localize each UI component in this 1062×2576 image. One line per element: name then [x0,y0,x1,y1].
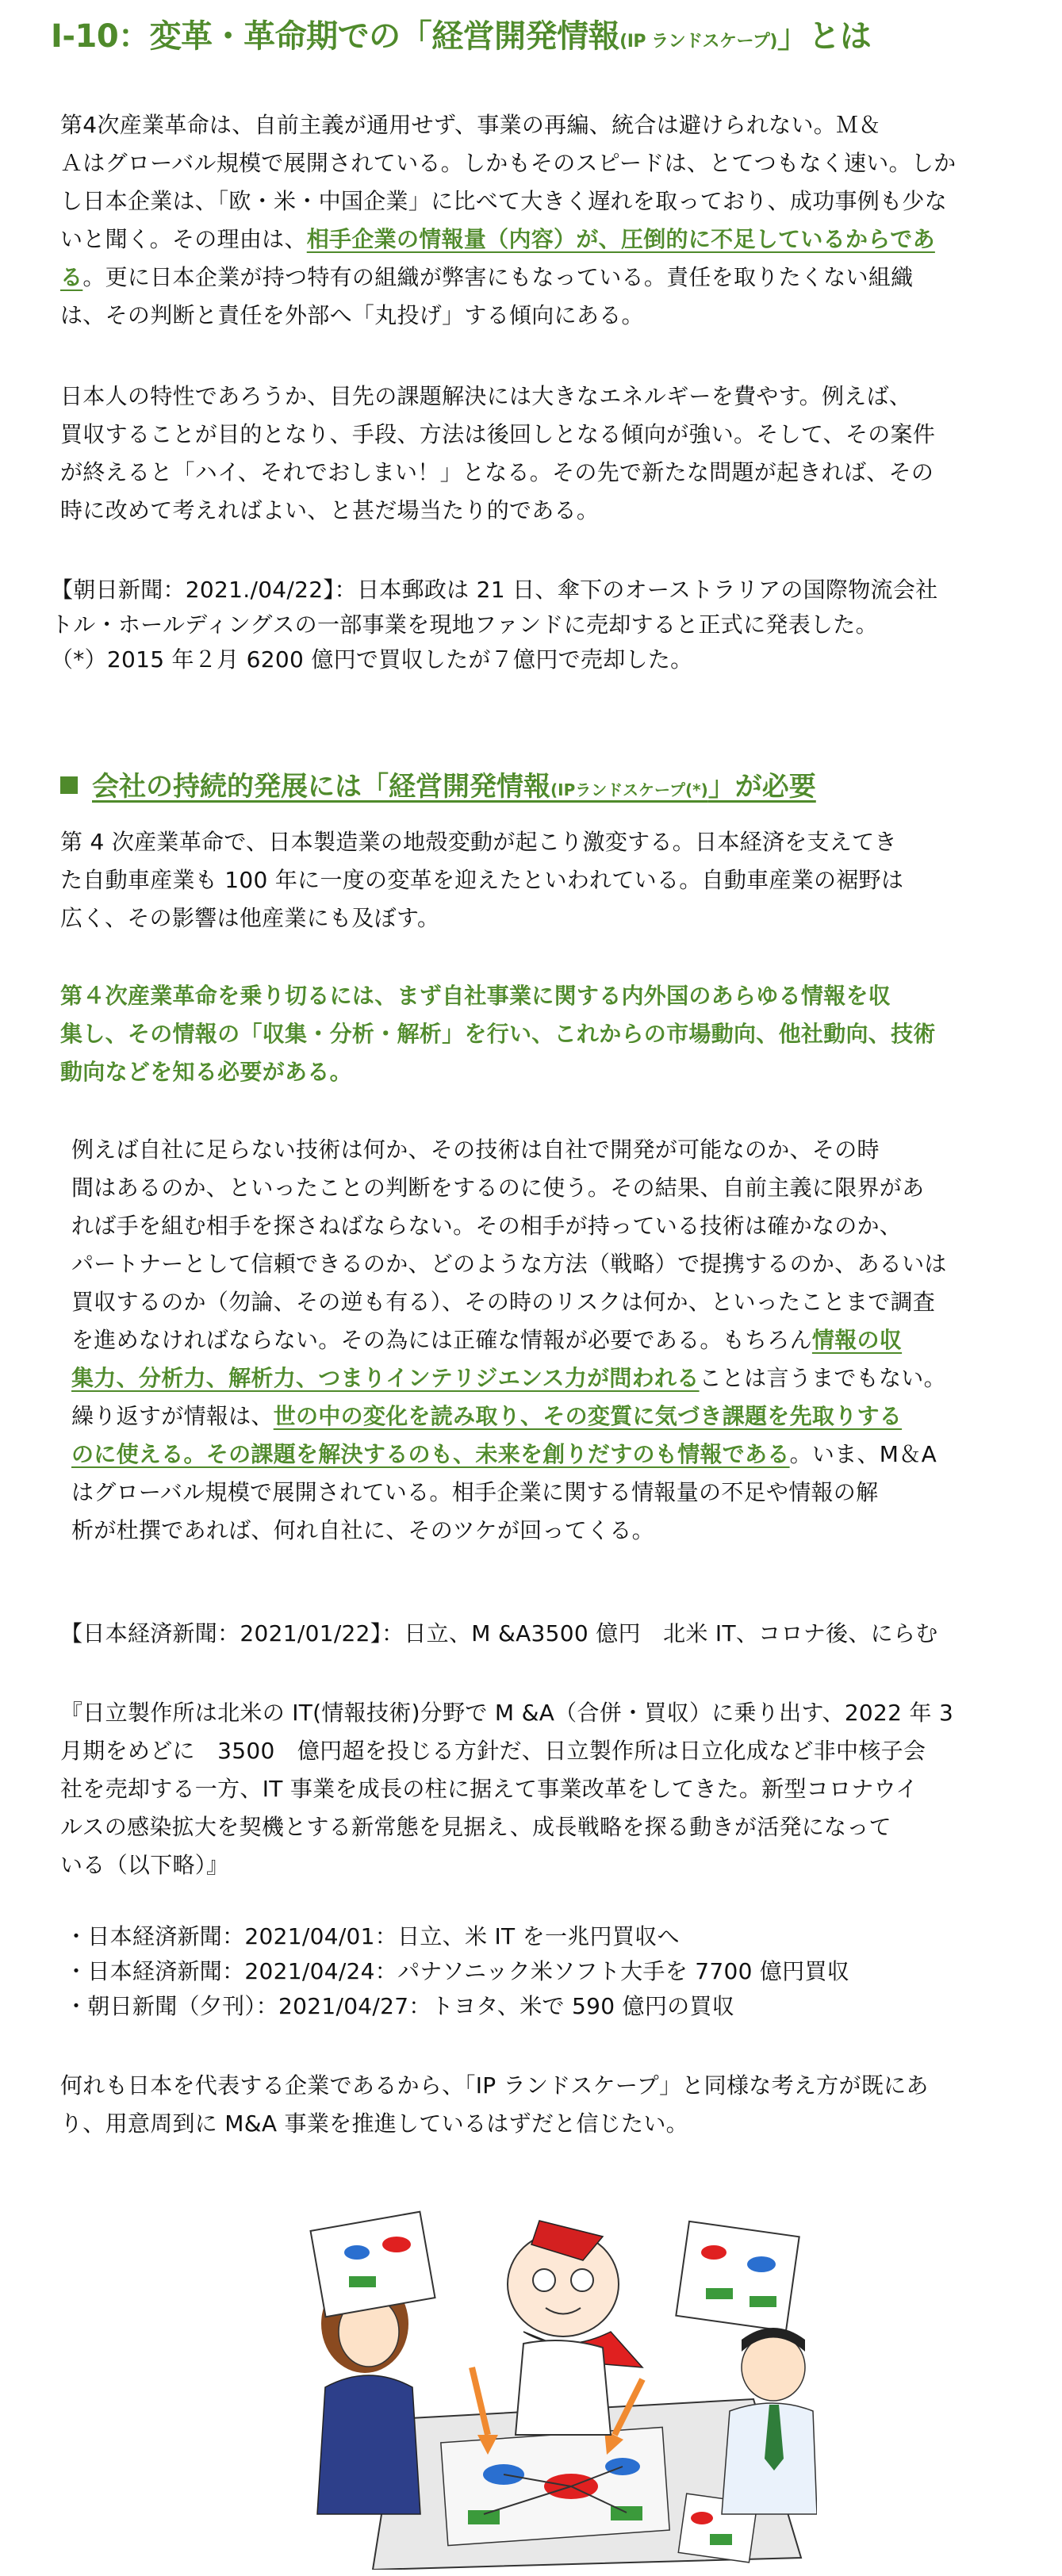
paragraph-1 [60,106,956,335]
line [60,220,956,259]
diagram-node-red [691,2512,713,2524]
line: はグローバル規模で展開されている。相手企業に関する情報量の不足や情報の解 [71,1479,879,1505]
line: 析が杜撰であれば、何れ自社に、そのツケが回ってくる。 [71,1517,654,1543]
line: た自動車産業も 100 年に一度の変革を迎えたといわれている。自動車産業の裾野は [60,867,904,893]
line: り、用意周到に M&A 事業を推進しているはずだと信じたい。 [60,2110,688,2137]
line: ルスの感染拡大を契機とする新常態を見据え、成長戦略を探る動きが活発になって [60,1814,891,1840]
section-main: 会社の持続的発展には「経営開発情報 [92,771,550,803]
line: 何れも日本を代表する企業であるから、「IP ランドスケープ」と同様な考え方が既にあ [60,2072,929,2099]
diagram-node-green [611,2506,642,2520]
title-end: 」とは [776,18,872,55]
section-heading-text [92,771,816,803]
paragraph-5-emphasis [60,977,936,1091]
line [71,1436,947,1474]
line: 動向などを知る必要がある。 [60,1059,352,1085]
line: Ａはグローバル規模で展開されている。しかもそのスピードは、とてつもなく速い。しか [60,150,957,176]
line [60,259,956,297]
page-title [51,11,871,56]
paragraph-2 [60,378,935,530]
text: いと聞く。その理由は、 [60,226,307,252]
line: は、その判断と責任を外部へ「丸投げ」する傾向にある。 [60,302,644,328]
section-end: 」が必要 [707,771,816,803]
news-item: ・朝日新聞（夕刊）：2021/04/27：トヨタ、米で 590 億円の買収 [65,1993,735,2019]
line: 社を売却する一方、IT 事業を成長の柱に据えて事業改革をしてきた。新型コロナウイ [60,1776,918,1802]
mascot-body [516,2340,611,2435]
line: 第４次産業革命を乗り切るには、まず自社事業に関する内外国のあらゆる情報を収 [60,983,891,1009]
line [71,1359,947,1397]
text: 。いま、M＆A [789,1441,937,1467]
highlight-text: 世の中の変化を読み取り、その変質に気づき課題を先取りする [273,1403,903,1429]
paragraph-6 [71,1131,947,1550]
held-sheet-right [676,2221,799,2331]
woman-body [317,2375,420,2514]
title-main: Ⅰ-10：変革・革命期での「経営開発情報 [51,18,620,55]
line: 【日本経済新聞：2021/01/22】：日立、M &A3500 億円 北米 IT、コロナ後、にらむ [60,1620,938,1646]
paragraph-3-news [51,573,937,677]
line: 【朝日新聞：2021./04/22】：日本郵政は 21 日、傘下のオーストラリアの国際物流会社 [51,577,938,603]
highlight-text: 情報の収 [811,1327,903,1353]
text: 繰り返すが情報は、 [71,1403,274,1429]
line [71,1397,947,1436]
section-heading [60,765,816,803]
line: いる（以下略）』 [60,1852,229,1878]
line: 買収することが目的となり、手段、方法は後回しとなる傾向が強い。そして、その案件 [60,421,936,447]
mascot-eye [533,2269,555,2291]
square-bullet-icon [60,776,78,794]
diagram-node-green [706,2288,733,2299]
news-item: ・日本経済新聞：2021/04/01：日立、米 IT を一兆円買収へ [65,1923,680,1949]
title-small: (IP ランドスケープ) [619,32,777,52]
line: 月期をめどに 3500 億円超を投じる方針だ、日立製作所は日立化成など非中核子会 [60,1738,926,1764]
text: 。更に日本企業が持つ特有の組織が弊害にもなっている。責任を取りたくない組織 [82,264,914,290]
line: 第4次産業革命は、自前主義が通用せず、事業の再編、統合は避けられない。Ｍ＆ [60,112,881,138]
text: を進めなければならない。その為には正確な情報が必要である。もちろん [71,1327,812,1353]
line: 日本人の特性であろうか、目先の課題解決には大きなエネルギーを費やす。例えば、 [60,383,912,409]
line: 第 4 次産業革命で、日本製造業の地殻変動が起こり激変する。日本経済を支えてき [60,829,897,855]
diagram-node-blue [747,2256,776,2272]
paragraph-4 [60,823,903,937]
line: トル・ホールディングスの一部事業を現地ファンドに売却すると正式に発表した。 [51,611,878,638]
line: 例えば自社に足らない技術は何か、その技術は自社で開発が可能なのか、その時 [71,1137,880,1163]
paragraph-7-news [60,1615,938,1653]
line: れば手を組む相手を探さねばならない。その相手が持っている技術は確かなのか、 [71,1213,903,1239]
line: 『日立製作所は北米の IT(情報技術)分野で M &A（合併・買収）に乗り出す、2022 年 3 [60,1700,954,1726]
line: が終えると「ハイ、それでおしまい！」となる。その先で新たな問題が起きれば、その [60,459,934,485]
line: 買収するのか（勿論、その逆も有る）、その時のリスクは何か、といったことまで調査 [71,1289,936,1315]
meeting-illustration [309,2197,817,2570]
text: ことは言うまでもない。 [699,1365,946,1391]
line: 間はあるのか、といったことの判断をするのに使う。その結果、自前主義に限界があ [71,1175,925,1201]
highlight-text: のに使える。その課題を解決するのも、未来を創りだすのも情報である [71,1441,790,1467]
held-sheet-left [311,2212,435,2317]
line: 広く、その影響は他産業にも及ぼす。 [60,905,440,931]
news-list [65,1919,849,2024]
diagram-node-blue [344,2245,370,2260]
diagram-node-red [382,2237,411,2252]
news-item: ・日本経済新聞：2021/04/24：パナソニック米ソフト大手を 7700 億円買収 [65,1958,850,1984]
highlight-text: る [60,264,83,290]
line: し日本企業は、「欧・米・中国企業」に比べて大きく遅れを取っており、成功事例も少な [60,188,948,214]
line: 時に改めて考えればよい、と甚だ場当たり的である。 [60,497,600,523]
diagram-node-green [710,2534,732,2545]
highlight-text: 相手企業の情報量（内容）が、圧倒的に不足しているからであ [306,226,935,252]
line: 集し、その情報の「収集・分析・解析」を行い、これからの市場動向、他社動向、技術 [60,1021,936,1047]
diagram-node-green [349,2276,376,2287]
paragraph-8-quote [60,1694,953,1884]
line: （*）2015 年２月 6200 億円で買収したが７億円で売却した。 [51,646,693,673]
line: パートナーとして信頼できるのか、どのような方法（戦略）で提携するのか、あるいは [71,1251,947,1277]
section-small: (IPランドスケープ(*) [550,780,708,799]
mascot-eye [571,2269,593,2291]
paragraph-9 [60,2067,929,2143]
highlight-text: 集力、分析力、解析力、つまりインテリジエンス力が問われる [71,1365,700,1391]
diagram-node-red [701,2245,727,2260]
diagram-node-green [750,2296,776,2307]
line [71,1321,947,1359]
diagram-node-green [468,2510,500,2524]
